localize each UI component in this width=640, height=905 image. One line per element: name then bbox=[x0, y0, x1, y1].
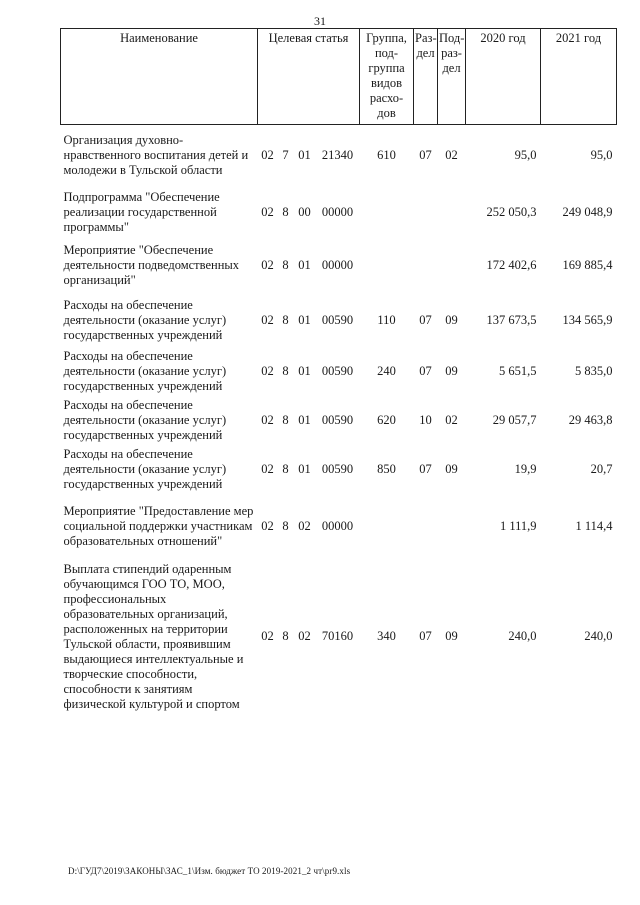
row-code-event: 01 bbox=[298, 461, 311, 476]
header-2021: 2021 год bbox=[541, 29, 617, 125]
row-code-subprogram: 8 bbox=[282, 364, 289, 378]
row-code-subprogram: 8 bbox=[282, 519, 289, 533]
row-code-subprogram: 8 bbox=[282, 312, 289, 327]
row-amount-2021: 240,0 bbox=[584, 629, 613, 643]
header-2020: 2020 год bbox=[466, 29, 541, 125]
row-code-event: 01 bbox=[298, 312, 311, 327]
row-name: Расходы на обеспечение деятельности (оказание услуг) государственных учреждений bbox=[63, 398, 227, 442]
row-code-subprogram: 8 bbox=[282, 205, 289, 219]
row-code-subprogram: 8 bbox=[282, 629, 289, 643]
row-section: 10 bbox=[419, 413, 432, 427]
row-amount-2021: 95,0 bbox=[590, 148, 613, 163]
row-section: 07 bbox=[419, 312, 432, 327]
row-expense-group: 240 bbox=[377, 364, 396, 378]
row-amount-2020: 95,0 bbox=[514, 148, 537, 163]
row-section bbox=[414, 239, 438, 293]
page-number: 31 bbox=[314, 14, 326, 28]
row-section: 07 bbox=[419, 629, 432, 643]
row-amount-2020: 29 057,7 bbox=[492, 413, 537, 427]
row-subsection: 09 bbox=[445, 629, 458, 643]
budget-table bbox=[60, 28, 617, 713]
row-amount-2021: 249 048,9 bbox=[562, 205, 613, 219]
row-name: Организация духовно-нравственного воспитания детей и молодежи в Тульской области bbox=[63, 133, 249, 178]
row-code-subprogram: 7 bbox=[282, 148, 289, 163]
header-subsection: Под-раз-дел bbox=[438, 29, 466, 125]
row-code-direction: 00590 bbox=[321, 461, 354, 476]
row-code-event: 01 bbox=[298, 258, 311, 272]
row-amount-2020: 240,0 bbox=[508, 629, 537, 643]
row-expense-group bbox=[360, 239, 414, 293]
row-amount-2020: 5 651,5 bbox=[499, 364, 537, 378]
table-row bbox=[61, 187, 617, 239]
row-expense-group: 850 bbox=[377, 461, 396, 476]
row-section bbox=[414, 493, 438, 561]
row-subsection: 02 bbox=[445, 148, 458, 163]
row-name: Расходы на обеспечение деятельности (оказание услуг) государственных учреждений bbox=[63, 297, 227, 342]
row-section bbox=[414, 187, 438, 239]
row-amount-2021: 5 835,0 bbox=[575, 364, 613, 378]
table-row bbox=[61, 348, 617, 396]
table-row bbox=[61, 293, 617, 348]
row-expense-group bbox=[360, 493, 414, 561]
row-code-direction: 00590 bbox=[321, 413, 354, 427]
row-code-program: 02 bbox=[261, 629, 274, 643]
row-code-direction: 21340 bbox=[321, 148, 354, 163]
row-code-event: 02 bbox=[298, 629, 311, 643]
row-code-direction: 00590 bbox=[321, 364, 354, 378]
row-expense-group: 110 bbox=[377, 312, 396, 327]
row-expense-group: 610 bbox=[377, 148, 396, 163]
table-row bbox=[61, 239, 617, 293]
row-code-program: 02 bbox=[261, 258, 274, 272]
row-code-subprogram: 8 bbox=[282, 258, 289, 272]
header-section: Раз-дел bbox=[414, 29, 438, 125]
row-amount-2020: 252 050,3 bbox=[486, 205, 537, 219]
row-amount-2020: 137 673,5 bbox=[486, 312, 537, 327]
table-row bbox=[61, 125, 617, 187]
row-code-event: 01 bbox=[298, 148, 311, 163]
row-name: Выплата стипендий одаренным обучающимся ГОО ТО, МОО, профессиональных образовательных организаций, расположенных на территории Тульской области, проявившим выдающиеся интеллектуальные и творческие способности, способности к занятиям физической культурой и спортом bbox=[63, 561, 244, 711]
row-code-direction: 00000 bbox=[321, 519, 354, 533]
row-code-program: 02 bbox=[261, 148, 274, 163]
row-code-direction: 00000 bbox=[321, 205, 354, 219]
table-body bbox=[61, 125, 617, 713]
row-code-program: 02 bbox=[261, 519, 274, 533]
row-expense-group bbox=[360, 187, 414, 239]
row-code-subprogram: 8 bbox=[282, 461, 289, 476]
row-section: 07 bbox=[419, 461, 432, 476]
row-expense-group: 620 bbox=[377, 413, 396, 427]
row-subsection: 09 bbox=[445, 364, 458, 378]
row-expense-group: 340 bbox=[377, 629, 396, 643]
row-code-program: 02 bbox=[261, 461, 274, 476]
row-name: Расходы на обеспечение деятельности (оказание услуг) государственных учреждений bbox=[63, 349, 227, 393]
row-code-direction: 00590 bbox=[321, 312, 354, 327]
row-amount-2021: 169 885,4 bbox=[562, 258, 613, 272]
header-name: Наименование bbox=[61, 29, 258, 125]
row-name: Подпрограмма "Обеспечение реализации государственной программы" bbox=[63, 190, 220, 234]
row-section: 07 bbox=[419, 364, 432, 378]
row-subsection: 02 bbox=[445, 413, 458, 427]
row-code-program: 02 bbox=[261, 364, 274, 378]
row-code-event: 00 bbox=[298, 205, 311, 219]
row-code-program: 02 bbox=[261, 312, 274, 327]
table-row bbox=[61, 493, 617, 561]
row-amount-2020: 172 402,6 bbox=[486, 258, 537, 272]
file-path-footer: D:\ГУД7\2019\ЗАКОНЫ\ЗАС_1\Изм. бюджет ТО 2019-2021_2 чт\pr9.xls bbox=[68, 866, 351, 876]
row-code-event: 01 bbox=[298, 364, 311, 378]
row-code-direction: 00000 bbox=[321, 258, 354, 272]
table-row bbox=[61, 446, 617, 493]
row-amount-2020: 1 111,9 bbox=[499, 519, 537, 533]
row-subsection bbox=[438, 187, 466, 239]
row-subsection bbox=[438, 239, 466, 293]
row-code-event: 01 bbox=[298, 413, 311, 427]
row-amount-2021: 20,7 bbox=[590, 461, 613, 476]
row-code-event: 02 bbox=[298, 519, 311, 533]
row-subsection: 09 bbox=[445, 312, 458, 327]
row-subsection bbox=[438, 493, 466, 561]
row-amount-2020: 19,9 bbox=[514, 461, 537, 476]
table-row bbox=[61, 561, 617, 713]
row-amount-2021: 29 463,8 bbox=[568, 413, 613, 427]
header-expense-group: Группа, под-группа видов расхо-дов bbox=[360, 29, 414, 125]
row-section: 07 bbox=[419, 148, 432, 163]
row-code-direction: 70160 bbox=[321, 629, 354, 643]
row-code-program: 02 bbox=[261, 205, 274, 219]
row-code-program: 02 bbox=[261, 413, 274, 427]
row-code-subprogram: 8 bbox=[282, 413, 289, 427]
row-amount-2021: 134 565,9 bbox=[562, 312, 613, 327]
row-amount-2021: 1 114,4 bbox=[575, 519, 613, 533]
row-subsection: 09 bbox=[445, 461, 458, 476]
row-name: Мероприятие "Обеспечение деятельности подведомственных организаций" bbox=[63, 243, 240, 287]
row-name: Расходы на обеспечение деятельности (оказание услуг) государственных учреждений bbox=[63, 446, 227, 491]
row-name: Мероприятие "Предоставление мер социальной поддержки участникам образовательных отношений" bbox=[63, 504, 254, 548]
header-target-article: Целевая статья bbox=[258, 29, 360, 125]
table-row bbox=[61, 396, 617, 446]
